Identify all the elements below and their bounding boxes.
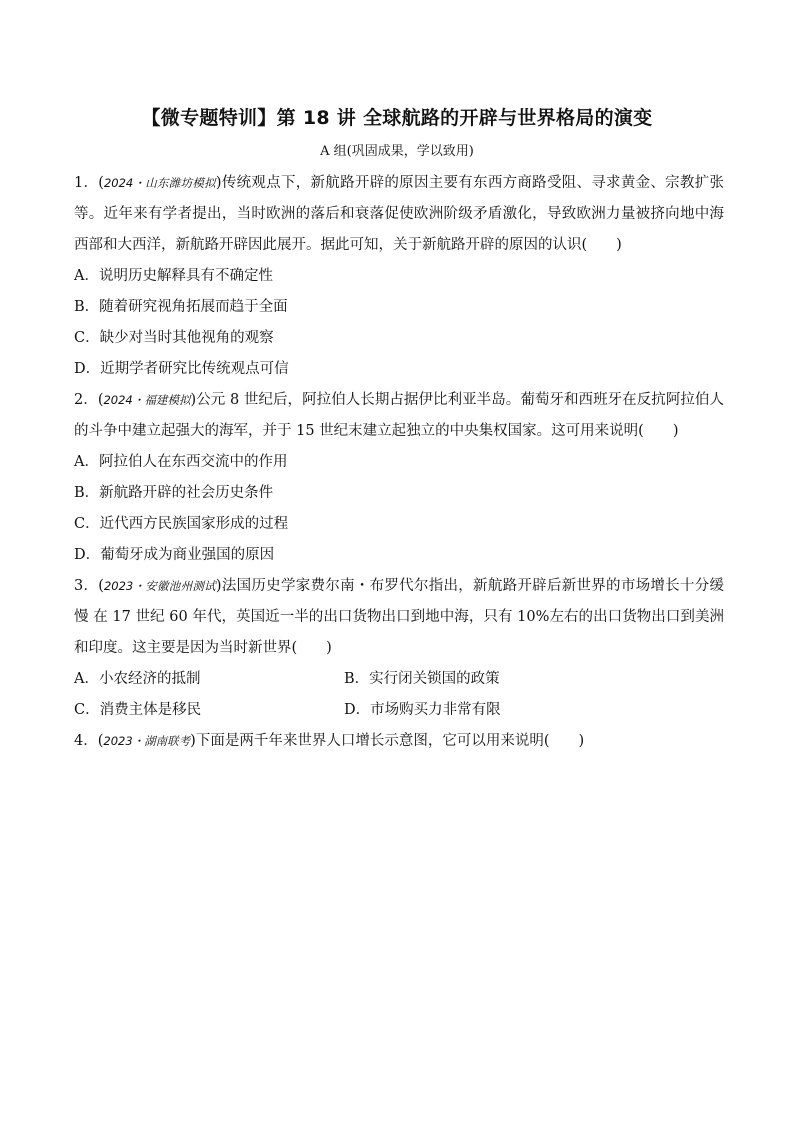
question-1 [74,168,724,385]
option-d[interactable]: D．市场购买力非常有限 [344,702,501,718]
option-c[interactable]: C．缺少对当时其他视角的观察 [74,330,274,346]
question-source: 2023・湖南联考 [103,734,191,748]
question-number: 4．( [74,733,104,749]
question-source: 2024・福建模拟 [103,393,191,407]
option-c[interactable]: C．近代西方民族国家形成的过程 [74,516,289,532]
option-d[interactable]: D．葡萄牙成为商业强国的原因 [74,547,275,563]
question-1-text [74,168,724,261]
question-stem: )法国历史学家费尔南・布罗代尔指出，新航路开辟后新世界的市场增长十分缓慢 在 17 世纪 60 年代，英国近一半的出口货物出口到地中海，只有 10%左右的出口货物出口到美洲和印度。这主要是因为当时新世界( ) [74,578,724,656]
question-number: 3．( [74,578,104,594]
question-list [74,168,724,757]
option-b[interactable]: B．实行闭关锁国的政策 [344,671,500,687]
question-number: 1．( [74,175,104,191]
question-2-text [74,385,724,447]
question-source: 2023・安徽池州测试 [103,579,216,593]
question-source: 2024・山东潍坊模拟 [103,176,216,190]
question-3 [74,571,724,726]
section-heading: A 组(巩固成果，学以致用) [320,144,474,159]
page-title: 【微专题特训】第 18 讲 全球航路的开辟与世界格局的演变 [141,107,653,129]
question-3-text [74,571,724,664]
option-a[interactable]: A．阿拉伯人在东西交流中的作用 [74,454,288,470]
option-row-cd [74,695,724,726]
question-stem: )传统观点下，新航路开辟的原因主要有东西方商路受阻、寻求黄金、宗教扩张等。近年来有学者提出，当时欧洲的落后和衰落促使欧洲阶级矛盾激化，导致欧洲力量被挤向地中海西部和大西洋，新航路开辟因此展开。据此可知，关于新航路开辟的原因的认识( ) [74,175,724,253]
question-4-text [74,726,724,757]
option-b[interactable]: B．新航路开辟的社会历史条件 [74,485,274,501]
question-number: 2．( [74,392,104,408]
option-c[interactable]: C．消费主体是移民 [74,702,202,718]
option-b[interactable]: B．随着研究视角拓展而趋于全面 [74,299,288,315]
option-d[interactable]: D．近期学者研究比传统观点可信 [74,361,289,377]
question-2 [74,385,724,571]
option-row-ab [74,664,724,695]
question-stem: )公元 8 世纪后，阿拉伯人长期占据伊比利亚半岛。葡萄牙和西班牙在反抗阿拉伯人的斗争中建立起强大的海军，并于 15 世纪末建立起独立的中央集权国家。这可用来说明( ) [74,392,724,439]
question-4 [74,726,724,757]
option-a[interactable]: A．说明历史解释具有不确定性 [74,268,273,284]
option-a[interactable]: A．小农经济的抵制 [74,671,201,687]
question-stem: )下面是两千年来世界人口增长示意图，它可以用来说明( ) [190,733,585,749]
